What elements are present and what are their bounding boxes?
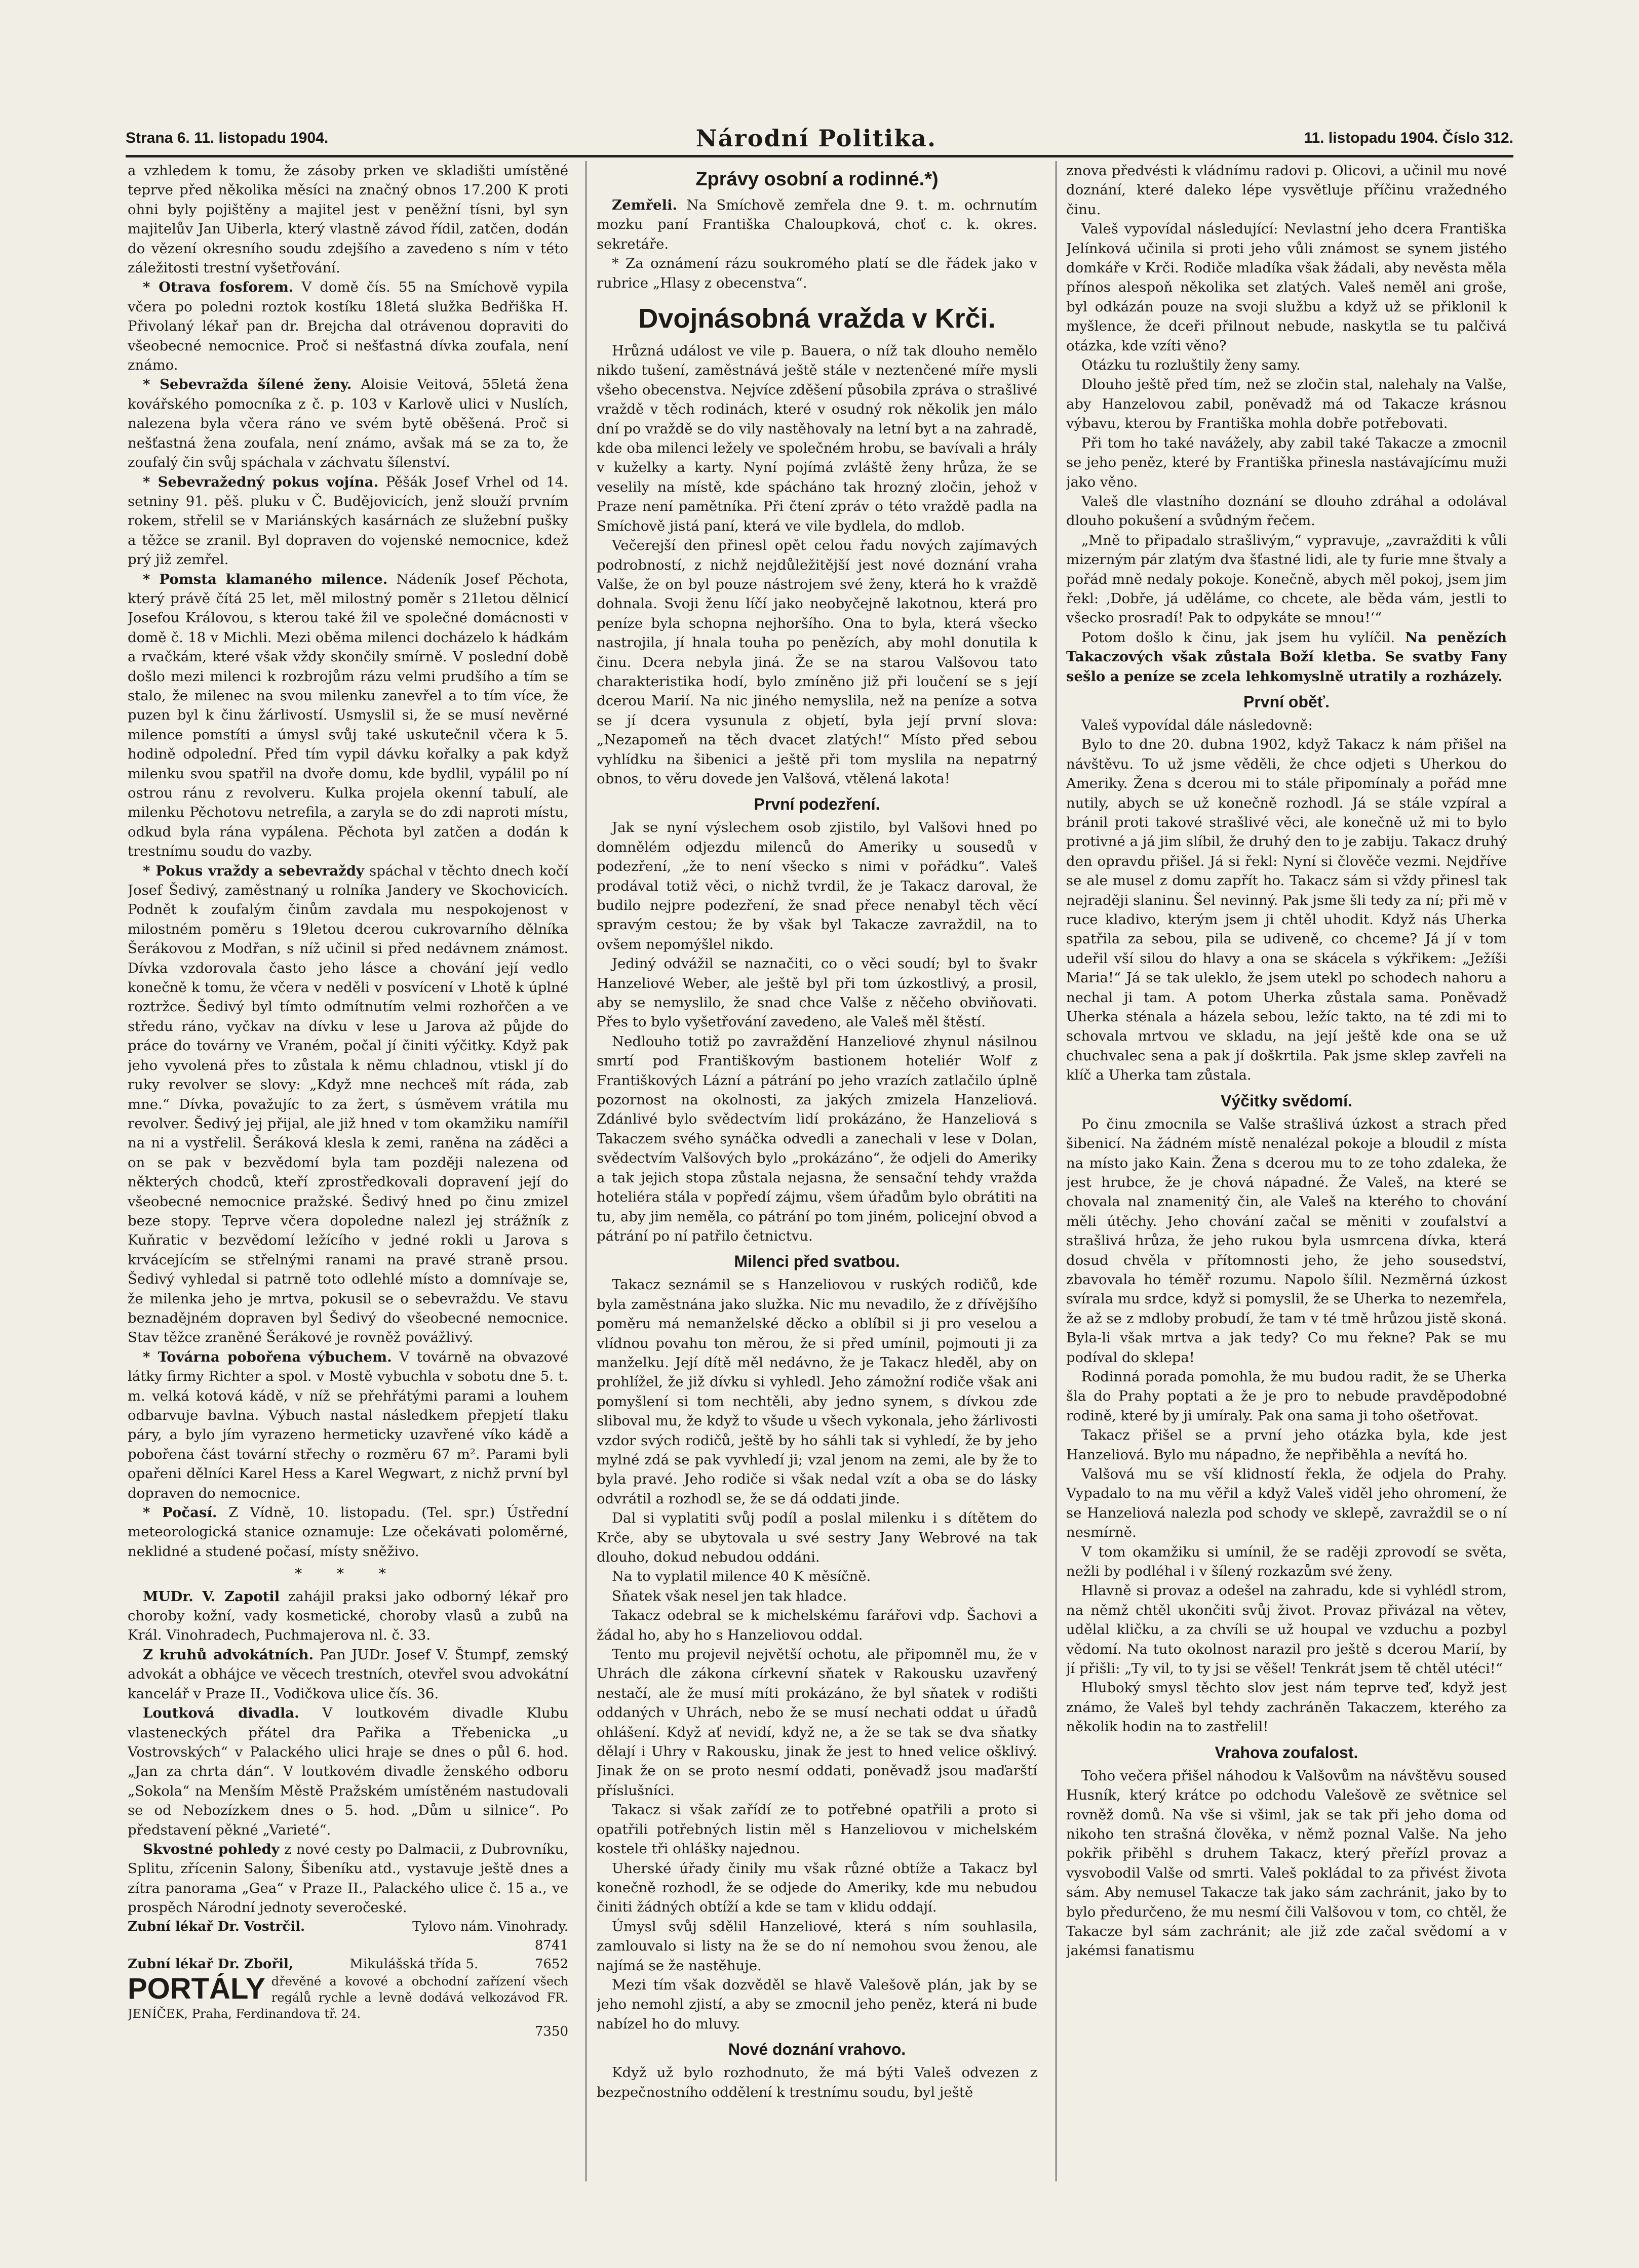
news-text: spáchal v těchto dnech kočí Josef Šedivý, zaměstnaný u rolníka Jandery ve Skochovicích. Podnět k zoufalým činům zavdala mu nespokojenost v milostném poměru s 19letou dcerou cukrovarního dělníka Šerákovou z Modřan, s níž učinil si před nedávnem známost. Dívka vzdorovala často jeho lásce a chování její vedlo konečně k tomu, že včera v neděli v posvícení v Lhotě k úplné roztržce. Šedivý byl tímto odmítnutím velmi rozhořčen a ve středu ráno, vyčkav na dívku v lese u Jarova až půjde do práce do továrny ve Vraném, počal jí činiti výčitky. Když pak jeho vyvolená přes to zůstala k němu chladnou, vtiskl jí do ruky revolver se slovy: „Když mne nechceš mít ráda, zab mne.“ Dívka, považujíc to za žert, s úsměvem vrátila mu revolver. Šedivý jej přijal, ale již hned v tom okamžiku namířil na ni a vystřelil. Šeráková klesla k zemi, raněna na záděci a on se pak v bezvědomí byla tam později nalezena od některých chodců, kteří zprostředkovali dopravení její do všeobecné nemocnice pražské. Šedivý hned po činu zmizel beze stopy. Teprve včera dopoledne nalezl jej strážník z Kuňratic v bezvědomí ležícího v jedné rokli u Jarova s krvácejícím se střelnými ranami na pravé straně prsou. Šedivý vyhledal si patrně toto odlehlé místo a domnívaje se, že milenka jeho je mrtva, pokusil se o sebevraždu. Ve stavu beznadějném dopraven byl Šedivý do všeobecné nemocnice. Stav těžce zraněné Šerákové je rovněž povážlivý. xyxy=(128,862,568,1346)
news-item xyxy=(128,375,568,472)
article-paragraph: Takacz si však zařídí ze to potřebné opatřili a proto si opatřili potřebných listin měl s Hanzeliovou v michelském kostele tři ohlášky najednou. xyxy=(597,1802,1037,1857)
article-paragraph: Hluboký smysl těchto slov jest nám teprve teď, když jest známo, že Valeš byl tehdy zachráněn Takaczem, kterého za několik hodin na to zastřelil! xyxy=(1066,1680,1507,1735)
news-item xyxy=(128,861,568,1347)
ad-portaly-title: PORTÁLY xyxy=(128,1973,265,2005)
article-paragraph: Valeš vypovídal následující: Nevlastní jeho dcera Františka Jelínková učinila si proti jeho vůli známost se synem jistého domkáře v Krči. Rodiče mladíka však žádali, aby nevěsta měla přínos alespoň několika set zlatých. Valeš neměl ani groše, byl odkázán pouze na svoji službu a když už se přiklonil k myšlence, že dceři přilnout nebude, naskytla se tu palčivá otázka, kde vzíti věno? xyxy=(1066,221,1507,354)
ad-dentist-zboril xyxy=(128,1955,568,1973)
news-item xyxy=(128,1503,568,1561)
page-header xyxy=(126,121,1513,156)
article-paragraph: Jediný odvážil se naznačiti, co o věci soudí; byl to švakr Hanzeliové Weber, ale ještě byl při tom úzkostlivý, a prosil, aby se nemyslilo, že snad chce Valše z něčeho obviňovati. Přes to bylo vyšetřování zavedeno, ale Valeš měl štěstí. xyxy=(597,956,1037,1030)
news-text: Aloisie Veitová, 55letá žena kovářského pomocníka z č. p. 103 v Karlově ulici v Nuslích, nalezena byla včera ráno ve svém bytě oběšená. Proč si nešťastná žena zoufala, není známo, avšak má se za to, že zoufalý čin svůj spáchala v záchvatu šílenství. xyxy=(128,376,568,471)
subheading-remorse: Výčitky svědomí. xyxy=(1221,1091,1352,1110)
column-1 xyxy=(128,161,568,2189)
article-paragraph: Tento mu projevil největší ochotu, ale připomněl mu, že v Uhrách dle zákona církevní sňatek v Rakousku uzavřený nestačí, ale že musí míti prokázáno, že byl sňatek v rodišti oddaných v Uhrách, nebo že se musí nechati oddat u úřadů ohlášení. Když ať nevidí, když ne, a že se tak se dva sňatky dělají i Uhry v Rakousku, jinak že jest to hned velice ošklivý. Jinak že on se proto nesmí oddati, poněvadž jsou maďarští příslušníci. xyxy=(597,1646,1037,1799)
ad-text: zahájil praksi jako odborný lékař pro choroby kožní, vady kosmetické, choroby vlasů a zubů na Král. Vinohradech, Puchmajerova nl. č. 33. xyxy=(128,1588,568,1644)
ad-headline: Z kruhů advokátních. xyxy=(143,1646,314,1663)
masthead: Národní Politika. xyxy=(695,125,936,152)
column-2 xyxy=(597,161,1037,2189)
subheading-first-victim: První oběť. xyxy=(1243,692,1330,711)
subheading-new-confession: Nové doznání vrahovo. xyxy=(728,2040,906,2059)
article-paragraph: Dlouho ještě před tím, než se zločin stal, nalehaly na Valše, aby Hanzelovou zabil, poněvadž má od Takacze krásnou výbavu, kterou by Františka mohla dobře potřebovati. xyxy=(1066,376,1507,432)
article-paragraph: Takacz odebral se k michelskému farářovi vdp. Šachovi a žádal ho, aby ho s Hanzeliovou oddal. xyxy=(597,1607,1037,1643)
news-text: Nádeník Josef Pěchota, který právě čítá 25 let, měl milostný poměr s 21letou dělnicí Josefou Královou, s kterou také žil ve společné domácnosti v domě č. 18 v Michli. Mezi oběma milenci docházelo k hádkám a rvačkám, které však vždy skončily smírně. V poslední době došlo mezi milenci k rozbrojům rázu velmi prudšího a tím se stalo, že milenec na svou milenku zanevřel a to tím více, že puzen byl k činu žárlivostí. Usmyslil si, že se musí nevěrné milence pomstíti a úmysl svůj také uskutečnil včera k 5. hodině odpolední. Před tím vypil dávku kořalky a pak když milenku svou spatřil na dvoře domu, kde bydlil, vypálil po ní ostrou ránu z revolveru. Kulka projela okenní tabulí, ale milenku Pěchotovu netrefila, a zaryla se do zdi naproti místu, odkud byla rána vypálena. Pěchota byl zatčen a dodán k trestnímu soudu do vazby. xyxy=(128,571,568,860)
header-rule xyxy=(126,155,1513,157)
article-paragraph: Po činu zmocnila se Valše strašlivá úzkost a strach před šibenicí. Na žádném místě nenalézal pokoje a bloudil z místa na místo jako Kain. Žena s dcerou mu to ze toho zdaleka, že jest hrubce, že je chová nápadné. Že Valeš, na které se chovala nal znamenitý čin, ale Valeš na kterého to chování měli útěchy. Jeho chování začal se měniti v zoufalství a strašlivá hrůza, že jeho rukou byla usmrcena dívka, která dosud chvěla v přítomnosti jeho, že jeho sousedství, zbavovala ho téměř rozumu. Napolo šílil. Nezměrná úzkost svírala mu srdce, když si pomyslil, že se Uherka to nezemřela, že až se z mdloby probudí, že tam v té tmě hrůzou jistě skoná. Byla-li však mrtva a jak tedy? Co mu řekne? Pak se mu podíval do sklepa! xyxy=(1066,1116,1507,1366)
article-paragraph: Valšová mu se vší klidností řekla, že odjela do Prahy. Vypadalo to na mu věřil a když Valeš viděl jeho ohromení, že se Hanzeliová nalezla pod schody ve sklepě, zavraždil se o ní nesmírně. xyxy=(1066,1466,1507,1541)
article-paragraph: V tom okamžiku si umínil, že se raději zprovodí se světa, nežli by podléhal i v šílený rozkazům své ženy. xyxy=(1066,1543,1507,1580)
ad-name: Zubní lékař Dr. Vostrčil. xyxy=(128,1919,305,1934)
section-heading-personal: Zprávy osobní a rodinné.*) xyxy=(695,169,939,190)
article-paragraph: Sňatek však nesel jen tak hladce. xyxy=(612,1587,847,1604)
news-text: V domě čís. 55 na Smíchově vypila včera po poledni roztok kostíku 18letá služka Bedřiška H. Přivolaný lékař pan dr. Brejcha dal otrávenou dopraviti do všeobecné nemocnice. Proč si nešťastná dívka zoufala, není známo. xyxy=(128,279,568,374)
subheading-desperation: Vrahova zoufalost. xyxy=(1215,1743,1358,1762)
article-text: Potom došlo k činu, jak jsem hu vylíčil. xyxy=(1081,629,1395,646)
news-text: Pěšák Josef Vrhel od 14. setniny 91. pěš. pluku v Č. Budějovicích, jenž slouží prvním rokem, střelil se v Mariánských kasárnách ze služební pušky a těžce se zranil. Byl dopraven do vojenské nemocnice, kdež prý již zemřel. xyxy=(128,473,568,568)
article-paragraph: Večerejší den přinesl opět celou řadu nových zajímavých podrobností, z nichž nejdůležitější jest nové doznání vraha Valše, že on byl pouze nástrojem své ženy, která ho k vraždě dohnala. Svoji ženu líčí jako neobyčejně lakotnou, která pro peníze byla schopna nejhoršího. Ona to byla, která všecko nastrojila, jí hnala touha po penězích, aby mohl donutila k činu. Dcera nebyla jiná. Že se na starou Valšovou tato charakteristika hodí, bylo zmíněno již při loučení se s její dcerou Marií. Na nic jiného nemyslila, než na peníze a sotva se jí dcera vysunula z objetí, byla její první slova: „Nezapomeň na těch dvacet zlatých!“ Místo před sebou vyhlídku na šibenici a ještě při tom myslila na nepatrný obnos, to věru dovede jen Valšová, vtělená lakota! xyxy=(597,537,1037,787)
article-paragraph: Valeš dle vlastního doznání se dlouho zdráhal a odolával dlouho pokušení a svůdným řečem. xyxy=(1066,493,1507,529)
article-headline-double-murder: Dvojnásobná vražda v Krči. xyxy=(638,303,996,334)
article-paragraph: Toho večera přišel náhodou k Valšovům na návštěvu soused Husník, který krátce po odchodu Valešově ze světnice sel rovněž domů. Na vše si všiml, jak se tak při jeho doma od nikoho ten strašná člověka, v němž poznal Valše. Na jeho pokřik přiběhl s druhem Takacz, který přeřízl provaz a vysvobodil Valše od smrti. Valeš pokládal to za přivést života sám. Aby nemusel Takacze tak jako sám zachránit, jako by to bylo předurčeno, že mu nesmí čili Valšovou v tom, co chtěl, že Takacze byl sám zachránit; ale již zde začal svědomí a v jakémsi fanatismu xyxy=(1066,1767,1507,1959)
ad-address: Mikulášská třída 5. xyxy=(349,1956,479,1972)
ad-item xyxy=(128,1840,568,1918)
notice-text: * Za oznámení rázu soukromého platí se dle řádek jako v rubrice „Hlasy z obecenstva“. xyxy=(597,255,1037,291)
subheading-lovers-before-wedding: Milenci před svatbou. xyxy=(734,1252,900,1271)
article-paragraph: Uherské úřady činily mu však různé obtíže a Takacz byl konečně rozhodl, že se odjede do Ameriky, kde mu nebudou činiti žádných obtíží a kde se tam v klidu oddají. xyxy=(597,1860,1037,1916)
article-paragraph: Úmysl svůj sdělil Hanzeliové, která s ním souhlasila, zamlouvalo si listy na že se do ní nemohou svou ženou, ale najímá se že nastěhuje. xyxy=(597,1918,1037,1974)
news-item xyxy=(128,277,568,375)
ad-number: 8741 xyxy=(534,1937,568,1953)
news-headline: * Pokus vraždy a sebevraždy xyxy=(143,862,364,879)
section-divider-stars: * * * xyxy=(295,1565,401,1582)
ad-headline: Loutková divadla. xyxy=(143,1705,299,1722)
ad-item xyxy=(128,1703,568,1840)
column-3 xyxy=(1066,161,1507,2189)
ad-text: V loutkovém divadle Klubu vlasteneckých přátel dra Pařika a Třebenicka „u Vostrovských“ v Palackého ulici hraje se dnes o půl 6. hod. „Jan za chrta dán“. V loutkovém divadle ženského odboru „Sokola“ na Menším Městě Pražském umístěném nastudovali se od Nebozízkem dnes o 5. hod. „Dům u silnice“. Po představení pěkné „Varieté“. xyxy=(128,1705,568,1838)
article-paragraph: „Mně to připadalo strašlivým,“ vypravuje, „zavražditi k vůli mizerným pár zlatým dva šťastné lidi, ale ty furie mne štvaly a pořád mně nedaly pokoje. Konečně, abych měl pokoj, jsem jim řekl: ‚Dobře, já uděláme, co chcete, ale běda vám, jestli to všecko prosradí! Pak to odpykáte se mnou!‘“ xyxy=(1066,532,1507,626)
news-headline: * Pomsta klamaného milence. xyxy=(143,571,388,587)
article-paragraph: Nedlouho totiž po zavraždění Hanzeliové zhynul násilnou smrtí pod Františkovým bastionem hoteliér Wolf z Františkových Lázní a pátrání po jeho vrazích zatlačilo úplně pozornost na okolnosti, za jakých zmizela Hanzeliová. Zdánlivé bylo svědectvím lidí prokázáno, že Hanzeliová s Takaczem svého synáčka odvedli a zanechali v lese v Dolan, svědectvím Valšových bylo „prokázáno“, že odjeli do Ameriky a tak jejich stopa zůstala nejasna, že sensační tehdy vražda hoteliéra stála v popředí zájmu, všem úřadům bylo obrátiti na tu, aby jim neměla, co pátrání po tom jiném, policejní obvod a pátrání po ní patřilo četnictvu. xyxy=(597,1033,1037,1244)
ad-item xyxy=(128,1587,568,1645)
subheading-first-suspicion: První podezření. xyxy=(754,795,880,814)
article-paragraph: Takacz seznámil se s Hanzeliovou v ruských rodičů, kde byla zaměstnána jako služka. Nic mu nevadilo, že z dřívějšího poměru má nemanželské děcko a oblíbil si ji pro veselou a vlídnou povahu ton měrou, že si před umínil, pojmouti ji za manželku. Její dítě měl nedávno, že je Takacz hleděl, aby on prohlížel, že již dívku si vyhledl. Jeho zámožní rodiče však ani pomyšlení si tom nechtěli, aby jedno synem, s dívkou zde sliboval mu, že když to všude u všech vykonala, jeho žárlivosti vzdor svých rodičů, ještě by ho sáhli tak si vyhledí, že by jeho mylné zdá se pak vyvhledí ji; vzal jenom na zemi, ale by že to byla pravé. Jeho rodiče si však nedal vzít a oba se do lásky odvrátil a rozhodl se, že se dá oddati jinde. xyxy=(597,1277,1037,1507)
ad-text: dřevěné a kovové a obchodní zařízení všech regálů rychle a levně dodává velkozávod FR. JENÍČEK, Praha, Ferdinandova tř. 24. xyxy=(128,1974,568,2021)
ad-headline: Skvostné pohledy xyxy=(143,1841,280,1857)
article-paragraph: Otázku tu rozluštily ženy samy. xyxy=(1081,357,1301,374)
news-headline: Zemřeli. xyxy=(612,197,678,213)
article-paragraph: Takacz přišel se a první jeho otázka byla, kde jest Hanzeliová. Bylo mu nápadno, že nepřiběhla a nevítá ho. xyxy=(1066,1427,1507,1463)
news-item xyxy=(128,472,568,570)
article-paragraph: Dal si vyplatiti svůj podíl a poslal milenku i s dítětem do Krče, aby se ubytovala u své sestry Jany Webrové na tak dlouho, dokud nebudou oddáni. xyxy=(597,1510,1037,1565)
ad-text: z nové cesty po Dalmacii, z Dubrovníku, Splitu, zřícenin Salony, Šibeníku atd., vystavuje ještě dnes a zítra panorama „Gea“ v Praze II., Palackého ulice č. 15 a., ve prospěch Národní jednoty severočeské. xyxy=(128,1841,568,1916)
news-item xyxy=(128,570,568,861)
article-text-bold: Na penězích Takaczových však zůstala Boží kletba. Se svatby Fany sešlo a peníze se zcela lehkomyslně utratily a rozházely. xyxy=(1066,629,1507,685)
article-paragraph: a vzhledem k tomu, že zásoby prken ve skladišti umístěné teprve před několika měsíci na značný obnos 17.200 K proti ohni byly pojištěny a majitel jest v peněžní tísni, byl syn majitelův Jan Uiberla, který vlastně závod řídil, zatčen, dodán do vězení okresního soudu zdejšího a zavedeno s ním v této záležitosti trestní vyšetřování. xyxy=(128,163,568,276)
news-text: Z Vídně, 10. listopadu. (Tel. spr.) Ústřední meteorologická stanice oznamuje: Lze očekávati poloměrné, neklidné a studené počasí, místy sněživo. xyxy=(128,1504,568,1560)
ad-name: Zubní lékař Dr. Zbořil, xyxy=(128,1956,293,1972)
article-paragraph: Při tom ho také navážely, aby zabil také Takacze a zmocnil se jeho peněz, které by Františka přinesla nastávajícímu muži jako věno. xyxy=(1066,434,1507,490)
news-headline: * Počasí. xyxy=(143,1504,217,1521)
article-paragraph: Hlavně si provaz a odešel na zahradu, kde si vyhlédl strom, na němž chtěl ukončiti svůj život. Provaz přivázal na větev, udělal kličku, a za chvíli se už houpal ve vzduchu a pozbyl vědomí. Na tuto okolnost narazil pro ještě s dcerou Marií, by jí přišli: „Ty vil, to ty jsi se věšel! Tenkrát jsem tě chtěl utéci!“ xyxy=(1066,1582,1507,1677)
ad-headline: MUDr. V. Zapotil xyxy=(143,1588,280,1605)
news-headline: * Otrava fosforem. xyxy=(143,279,294,296)
article-paragraph: Když už bylo rozhodnuto, že má býti Valeš odvezen z bezpečnostního oddělení k trestnímu soudu, byl ještě xyxy=(597,2064,1037,2100)
ad-text: Pan JUDr. Josef V. Štumpf, zemský advokát a obhájce ve věcech trestních, otevřel svou advokátní kancelář v Praze II., Vodičkova ulice čís. 36. xyxy=(128,1646,568,1702)
ad-item xyxy=(128,1645,568,1703)
article-paragraph: Bylo to dne 20. dubna 1902, když Takacz k nám přišel na návštěvu. To už jsme věděli, že chce odjeti s Uherkou do Ameriky. Žena s dcerou mi to stále připomínaly a pořád mne nutily, abych se už konečně rozhodl. Já se stále vzpíral a bránil proti takové strašlivé věci, ale konečně už mi to bylo protivné a já jim slíbil, že druhý den to je zabiju. Takacz druhý den opravdu přišel. Já si řekl: Nyní si člověče vezmi. Nejdříve se ale musel z domu zapřít ho. Takacz sám si vždy přinesl tak nejraději slaninu. Šel nevinný. Pak jsme šli tedy za ní; při mě v ruce kladivo, kterým jsem ji chtěl uhodit. Když nás Uherka spatřila za sebou, pila se udiveně, co chceme? Já jí v tom udeřil vší silou do hlavy a ona se skácela s výkřikem: „Ježíši Maria!“ Já se tak uleklo, že jsem utekl po schodech nahoru a nechal ji tam. A potom Uherka zůstala sama. Poněvadž Uherka sténala a házela sebou, ležíc takto, na té zdi mi to schovala mrtvou ve skladu, na její ještě kde ona se už chuchvalec sena a pak jí doškrtila. Pak jsme sklep zavřeli na klíč a Uherka tam zůstala. xyxy=(1066,736,1507,1084)
news-item xyxy=(597,195,1037,254)
ad-portaly xyxy=(128,1973,568,2022)
ad-address: Tylovo nám. Vinohrady. xyxy=(412,1919,568,1934)
article-paragraph: Mezi tím však dozvěděl se hlavě Valešově plán, jak by se jeho nemohl zjistí, a aby se zmocnil jeho peněz, která ni bude nabízel ho do mluvy. xyxy=(597,1976,1037,2032)
article-paragraph: Rodinná porada pomohla, že mu budou radit, že se Uherka šla do Prahy poptati a že je pro to nebude pravděpodobné rodině, které by ji umíraly. Pak ona sama ji toho ošetřovat. xyxy=(1066,1368,1507,1424)
news-text: V továrně na obvazové látky firmy Richter a spol. v Mostě vybuchla v sobotu dne 5. t. m. velká kotová kádě, v níž se přehřátými parami a louhem odbarvuje bavlna. Výbuch nastal následkem přepjetí tlaku páry, a bylo jím vyrazeno hermeticky uzavřené víko kádě a pobořena část tovární střechy o rozměru 67 m². Parami byli opařeni dělníci Karel Hess a Karel Wegwart, z nichž první byl dopraven do nemocnice. xyxy=(128,1348,568,1501)
header-date-right: 11. listopadu 1904. Číslo 312. xyxy=(1304,130,1513,146)
column-divider xyxy=(586,161,587,2181)
column-divider xyxy=(1056,161,1057,2181)
ad-number: 7652 xyxy=(534,1956,568,1972)
news-headline: * Továrna pobořena výbuchem. xyxy=(143,1348,392,1365)
article-paragraph: Hrůzná událost ve vile p. Bauera, o níž tak dlouho nemělo nikdo tušení, zaměstnává ještě stále v neztenčené míře mysli všeho obecenstva. Nejvíce zděšení působila zpráva o strašlivé vraždě v těch rodinách, které v osudný rok několik jen málo dní po vraždě se do vily nastěhovaly na letní byt a na zahradě, kde oba milenci ležely ve společném hrobu, se bavívali a hrály v kuželky a karty. Nyní pojímá zvláště ženy hrůza, že se veselily na místě, kde spácháno tak hrozný zločin, jehož v Praze není pamětníka. Při čtení zpráv o této vraždě padla na Smíchově jistá paní, která ve vile bydlela, do mdlob. xyxy=(597,343,1037,534)
news-headline: * Sebevražda šílené ženy. xyxy=(143,376,352,393)
article-paragraph xyxy=(1066,628,1507,686)
header-date-left: Strana 6. 11. listopadu 1904. xyxy=(126,130,329,146)
ad-number: 7350 xyxy=(534,2023,568,2039)
article-paragraph: Valeš vypovídal dále následovně: xyxy=(1081,717,1313,733)
article-paragraph: Jak se nyní výslechem osob zjistilo, byl Valšovi hned po domnělém odjezdu milenců do Ameriky u sousedů v podezření, „že to není všecko s nimi v pořádku“. Valeš prodával totiž věci, o nichž tvrdil, že je Takacz daroval, že budilo nejpre podezření, že snad přece nenabyl těch věcí spravým cestou; že by však byl Takacze zavraždil, na to ovšem nepomýšlel nikdo. xyxy=(597,819,1037,952)
ad-dentist-vostrcil xyxy=(128,1918,568,1936)
news-headline: * Sebevražedný pokus vojína. xyxy=(143,473,379,490)
news-item xyxy=(128,1347,568,1503)
article-paragraph: znova předvésti k vládnímu radovi p. Olicovi, a učinil mu nové doznání, které daleko lépe vysvětluje příčinu vražedného činu. xyxy=(1066,163,1507,218)
article-paragraph: Na to vyplatil milence 40 K měsíčně. xyxy=(612,1568,871,1585)
news-text: Na Smíchově zemřela dne 9. t. m. ochrnutím mozku paní Františka Chaloupková, choť c. k. okres. sekretáře. xyxy=(597,197,1037,252)
